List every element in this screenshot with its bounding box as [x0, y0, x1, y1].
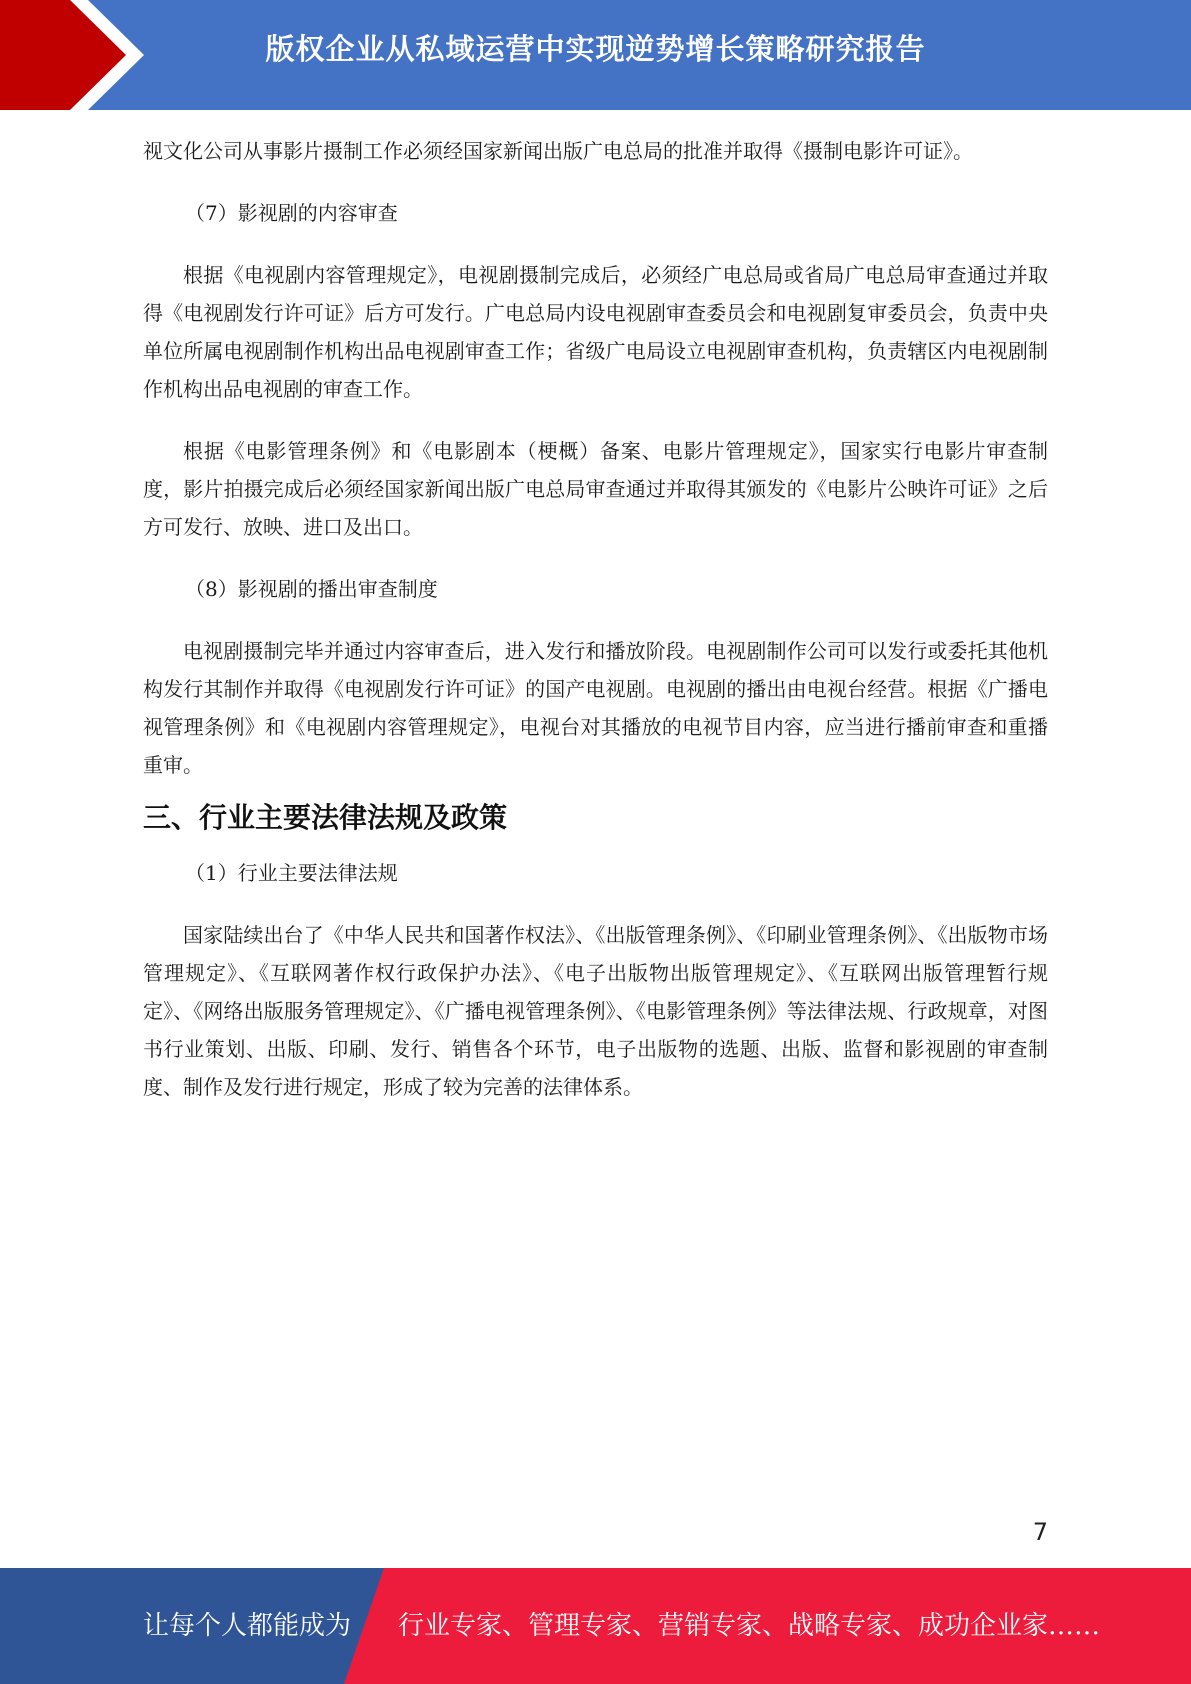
- paragraph-laws: 国家陆续出台了《中华人民共和国著作权法》、《出版管理条例》、《印刷业管理条例》、《出版物市场管理规定》、《互联网著作权行政保护办法》、《电子出版物出版管理规定》、《互联网出版管理暂行规定》、《网络出版服务管理规定》、《广播电视管理条例》、《电影管理条例》等法律法规、行政规章，对图书行业策划、出版、印刷、发行、销售各个环节，电子出版物的选题、出版、监督和影视剧的审查制度、制作及发行进行规定，形成了较为完善的法律体系。: [143, 923, 1048, 1099]
- page-footer: [0, 1568, 1191, 1684]
- section-title-laws: 三、行业主要法律法规及政策: [143, 801, 508, 834]
- paragraph-film-license: 视文化公司从事影片摄制工作必须经国家新闻出版广电总局的批准并取得《摄制电影许可证》。: [143, 139, 973, 163]
- paragraph-broadcast: 电视剧摄制完毕并通过内容审查后，进入发行和播放阶段。电视剧制作公司可以发行或委托其他机构发行其制作并取得《电视剧发行许可证》的国产电视剧。电视剧的播出由电视台经营。根据《广播电视管理条例》和《电视剧内容管理规定》，电视台对其播放的电视节目内容，应当进行播前审查和重播重审。: [143, 639, 1048, 777]
- subheading-broadcast-review: （8）影视剧的播出审查制度: [185, 577, 438, 601]
- subheading-content-review: （7）影视剧的内容审查: [185, 201, 398, 225]
- footer-slogan-left: 让每个人都能成为: [143, 1611, 352, 1641]
- paragraph-tv-review: 根据《电视剧内容管理规定》，电视剧摄制完成后，必须经广电总局或省局广电总局审查通过并取得《电视剧发行许可证》后方可发行。广电总局内设电视剧审查委员会和电视剧复审委员会，负责中央单位所属电视剧制作机构出品电视剧审查工作；省级广电局设立电视剧审查机构，负责辖区内电视剧制作机构出品电视剧的审查工作。: [143, 263, 1048, 401]
- report-title: 版权企业从私域运营中实现逆势增长策略研究报告: [265, 32, 926, 66]
- page-header: [0, 0, 1191, 110]
- paragraph-film-review: 根据《电影管理条例》和《电影剧本（梗概）备案、电影片管理规定》，国家实行电影片审查制度，影片拍摄完成后必须经国家新闻出版广电总局审查通过并取得其颁发的《电影片公映许可证》之后方可发行、放映、进口及出口。: [143, 439, 1048, 539]
- footer-slogan-right: 行业专家、管理专家、营销专家、战略专家、成功企业家……: [398, 1611, 1101, 1641]
- subheading-main-laws: （1）行业主要法律法规: [185, 861, 398, 885]
- page-body: [143, 132, 1048, 1130]
- page-number: 7: [1032, 1518, 1048, 1546]
